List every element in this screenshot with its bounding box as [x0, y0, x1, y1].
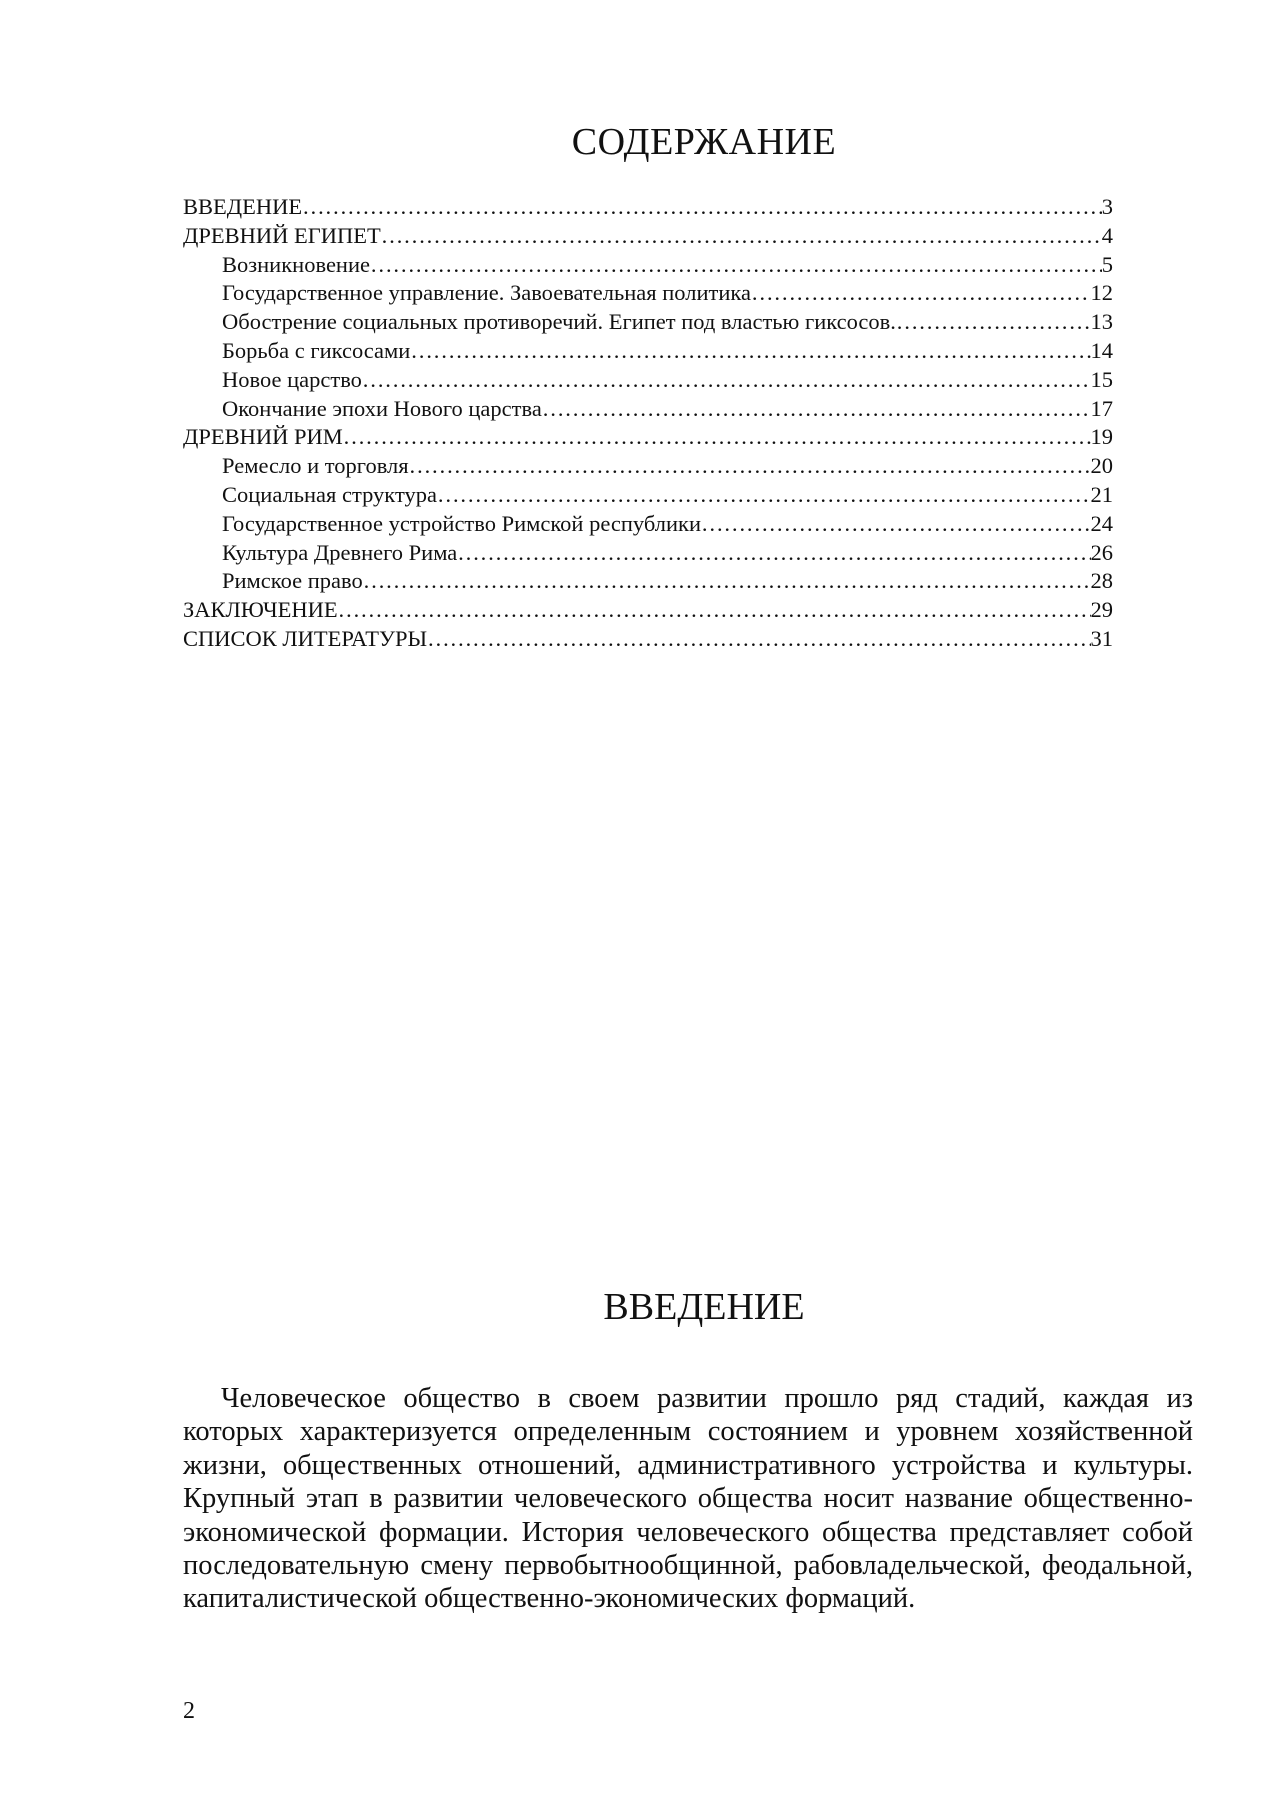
toc-entry[interactable] [183, 625, 1113, 654]
toc-entry-label: ДРЕВНИЙ ЕГИПЕТ [183, 222, 381, 248]
toc-entry-label: Культура Древнего Рима [222, 539, 458, 565]
toc-entry[interactable] [183, 308, 1113, 337]
toc-entry-page: 3 [1101, 194, 1113, 219]
toc-entry-label: СПИСОК ЛИТЕРАТУРЫ [183, 625, 428, 651]
toc-entry[interactable] [183, 222, 1113, 251]
toc-entry[interactable] [183, 539, 1113, 568]
toc-entry-label: Новое царство [222, 366, 362, 392]
toc-entry[interactable] [183, 510, 1113, 539]
toc-entry-page: 17 [1090, 395, 1113, 421]
toc-entry-page: 24 [1090, 510, 1113, 536]
toc-entry[interactable] [183, 395, 1113, 424]
toc-entry[interactable] [183, 596, 1113, 625]
toc-entry-page: 12 [1090, 280, 1113, 306]
toc-entry-page: 13 [1090, 309, 1113, 335]
toc-entry[interactable] [183, 193, 1113, 222]
toc-entry-label: Возникновение [222, 251, 370, 277]
toc-entry-label: Римское право [222, 568, 363, 594]
toc-entry[interactable] [183, 452, 1113, 481]
toc-entry-page: 31 [1090, 625, 1113, 651]
toc-entry-page: 4 [1101, 222, 1113, 248]
toc-entry-page: 5 [1101, 251, 1113, 277]
toc-entry-page: 14 [1090, 337, 1113, 363]
page-number: 2 [183, 1698, 195, 1724]
toc-entry-label: Социальная структура [222, 481, 437, 507]
toc-entry-label: ДРЕВНИЙ РИМ [183, 424, 343, 450]
toc-entry-page: 21 [1090, 481, 1113, 507]
toc-entry[interactable] [183, 567, 1113, 596]
toc-entry-label: Борьба с гиксосами [222, 337, 411, 363]
toc-entry-page: 19 [1090, 424, 1113, 450]
toc-entry[interactable] [183, 251, 1113, 280]
toc-entry-label: Ремесло и торговля [222, 453, 409, 479]
toc-entry-label: ВВЕДЕНИЕ [183, 194, 303, 219]
toc-entry-page: 15 [1090, 366, 1113, 392]
toc-entry-label: Государственное устройство Римской республики [222, 510, 702, 536]
toc-entry-label: Окончание эпохи Нового царства [222, 395, 542, 421]
toc-entry-label: Обострение социальных противоречий. Египет под властью гиксосов. [222, 309, 896, 335]
toc-entry[interactable] [183, 279, 1113, 308]
toc-entry[interactable] [183, 337, 1113, 366]
toc-entry-label: ЗАКЛЮЧЕНИЕ [183, 597, 338, 623]
toc-entry[interactable] [183, 481, 1113, 510]
introduction-paragraph: Человеческое общество в своем развитии прошло ряд стадий, каждая из которых характеризуется определенным состоянием и уровнем хозяйственной жизни, общественных отношений, административного устройства и культуры. Крупный этап в развитии человеческого общества носит название общественно-экономической формации. История человеческого общества представляет собой последовательную смену первобытнообщинной, рабовладельческой, феодальной, капиталистической общественно-экономических формаций. [183, 1383, 1193, 1615]
toc-entry-label: Государственное управление. Завоевательная политика [222, 280, 751, 306]
toc-entry-page: 29 [1090, 597, 1113, 623]
toc-entry-page: 28 [1090, 568, 1113, 594]
toc-entry-page: 26 [1090, 539, 1113, 565]
toc-entry-page: 20 [1090, 453, 1113, 479]
introduction-title: ВВЕДЕНИЕ [603, 1286, 805, 1328]
toc-title: СОДЕРЖАНИЕ [571, 121, 837, 163]
toc-entry[interactable] [183, 423, 1113, 452]
table-of-contents [183, 193, 1113, 654]
toc-entry[interactable] [183, 366, 1113, 395]
